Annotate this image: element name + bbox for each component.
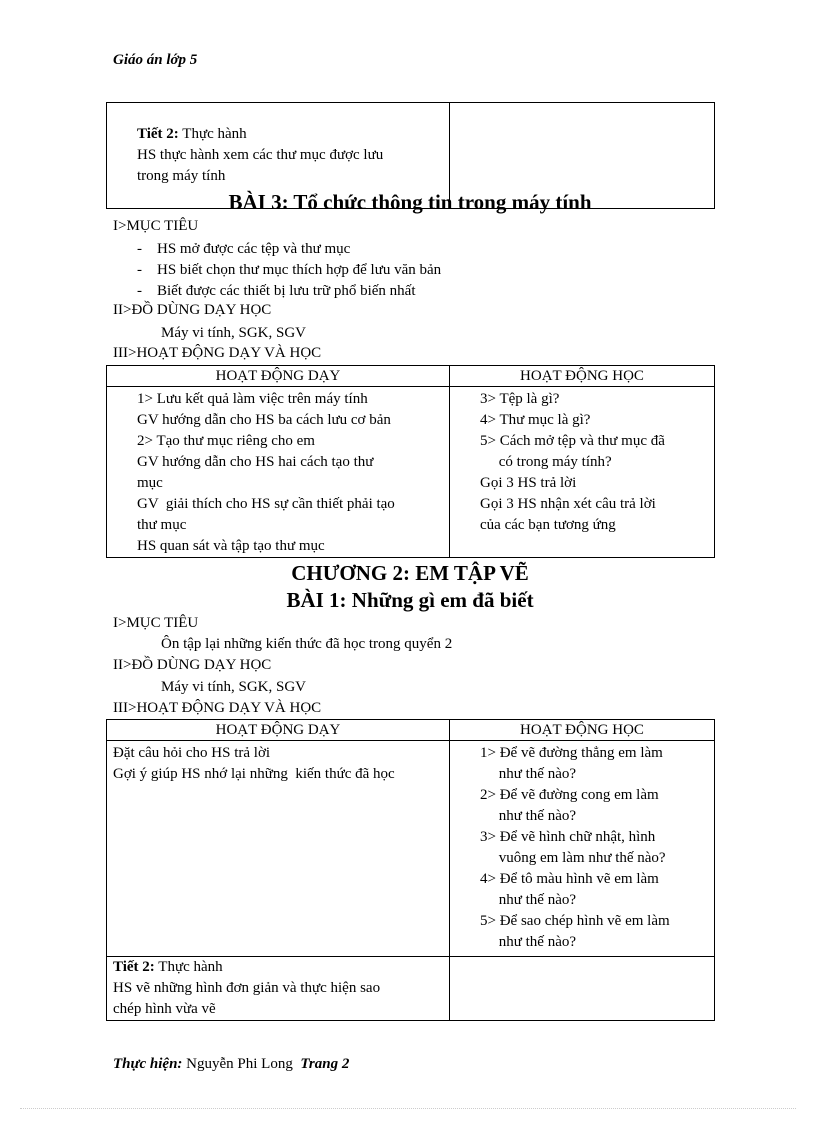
footer-author: Nguyễn Phi Long — [182, 1056, 293, 1072]
text-line-text: HS vẽ những hình đơn giản và thực hiện sao — [113, 980, 381, 996]
text-line — [137, 166, 449, 187]
chapter2-title: CHƯƠNG 2: EM TẬP VẼ — [291, 561, 529, 585]
table-header-learning: HOẠT ĐỘNG HỌC — [450, 366, 715, 387]
text-line: như thế nào? — [480, 766, 577, 782]
lesson3-equipment-heading: II>ĐỒ DÙNG DẠY HỌC — [113, 302, 272, 318]
chapter2-activities-table — [106, 719, 715, 1021]
chapter2-practice-right-cell — [450, 957, 715, 1021]
text-line: thư mục — [137, 517, 187, 533]
lesson3-activities-table — [106, 365, 715, 558]
text-line: HS quan sát và tập tạo thư mục — [137, 538, 325, 554]
text-line: 5> Cách mở tệp và thư mục đã — [480, 433, 665, 449]
text-line: 1> Lưu kết quả làm việc trên máy tính — [137, 391, 368, 407]
chapter2-activities-heading: III>HOẠT ĐỘNG DẠY VÀ HỌC — [113, 700, 322, 716]
text-line-text: chép hình vừa vẽ — [113, 1001, 216, 1017]
table-header-teaching: HOẠT ĐỘNG DẠY — [107, 366, 450, 387]
list-item: - HS biết chọn thư mục thích hợp để lưu văn bản — [137, 262, 442, 278]
chapter2-objectives-heading: I>MỤC TIÊU — [113, 615, 199, 631]
text-line — [113, 978, 449, 999]
text-line: như thế nào? — [480, 808, 577, 824]
text-line: của các bạn tương ứng — [480, 517, 616, 533]
text-line: có trong máy tính? — [480, 454, 612, 470]
footer-page-number: Trang 2 — [300, 1056, 350, 1072]
text-line: Gọi 3 HS nhận xét câu trả lời — [480, 496, 656, 512]
text-line-text: Thực hành — [154, 959, 223, 975]
text-line — [113, 957, 449, 978]
text-line: Gợi ý giúp HS nhớ lại những kiến thức đã học — [113, 766, 395, 782]
text-line: vuông em làm như thế nào? — [480, 850, 666, 866]
list-item: - HS mở được các tệp và thư mục — [137, 241, 351, 257]
text-line: như thế nào? — [480, 934, 577, 950]
lesson3-title: BÀI 3: Tổ chức thông tin trong máy tính — [228, 190, 592, 214]
text-line: GV hướng dẫn cho HS ba cách lưu cơ bản — [137, 412, 391, 428]
chapter2-practice-cell — [107, 957, 450, 1021]
chapter2-learning-cell — [450, 741, 715, 957]
chapter2-lesson1-title: BÀI 1: Những gì em đã biết — [286, 588, 534, 612]
chapter2-equipment-heading: II>ĐỒ DÙNG DẠY HỌC — [113, 657, 272, 673]
lesson3-teaching-cell — [107, 387, 450, 558]
text-line-text: HS thực hành xem các thư mục được lưu — [137, 147, 384, 163]
page-bottom-rule — [20, 1108, 796, 1109]
text-line — [137, 124, 449, 145]
lesson3-equipment: Máy vi tính, SGK, SGV — [161, 325, 307, 341]
text-line: Gọi 3 HS trả lời — [480, 475, 577, 491]
chapter2-equipment: Máy vi tính, SGK, SGV — [161, 679, 307, 695]
text-line: 3> Tệp là gì? — [480, 391, 560, 407]
text-line: 4> Để tô màu hình vẽ em làm — [480, 871, 659, 887]
text-line: 4> Thư mục là gì? — [480, 412, 591, 428]
text-line: 2> Tạo thư mục riêng cho em — [137, 433, 315, 449]
text-line — [137, 145, 449, 166]
lesson3-learning-cell — [450, 387, 715, 558]
text-line-bold: Tiết 2: — [137, 126, 179, 142]
text-line-text: trong máy tính — [137, 168, 226, 184]
text-line: GV hướng dẫn cho HS hai cách tạo thư — [137, 454, 374, 470]
text-line: Đặt câu hỏi cho HS trả lời — [113, 745, 271, 761]
text-line-bold: Tiết 2: — [113, 959, 155, 975]
text-line: GV giải thích cho HS sự cần thiết phải tạo — [137, 496, 395, 512]
text-line — [113, 999, 449, 1020]
page-header: Giáo án lớp 5 — [113, 52, 198, 68]
lesson3-activities-heading: III>HOẠT ĐỘNG DẠY VÀ HỌC — [113, 345, 322, 361]
lesson3-objectives-list — [137, 239, 441, 302]
chapter2-teaching-cell — [107, 741, 450, 957]
lesson3-objectives-heading: I>MỤC TIÊU — [113, 218, 199, 234]
text-line: mục — [137, 475, 163, 491]
page-footer — [113, 1056, 349, 1073]
text-line-text: Thực hành — [178, 126, 247, 142]
table-header-learning: HOẠT ĐỘNG HỌC — [450, 720, 715, 741]
text-line: 2> Để vẽ đường cong em làm — [480, 787, 659, 803]
text-line: 5> Để sao chép hình vẽ em làm — [480, 913, 670, 929]
chapter2-objective: Ôn tập lại những kiến thức đã học trong quyển 2 — [161, 636, 453, 652]
table-header-teaching: HOẠT ĐỘNG DẠY — [107, 720, 450, 741]
text-line: như thế nào? — [480, 892, 577, 908]
text-line: 3> Để vẽ hình chữ nhật, hình — [480, 829, 656, 845]
text-line: 1> Để vẽ đường thẳng em làm — [480, 745, 663, 761]
footer-label: Thực hiện: — [113, 1056, 183, 1072]
list-item: - Biết được các thiết bị lưu trữ phổ biến nhất — [137, 283, 416, 299]
